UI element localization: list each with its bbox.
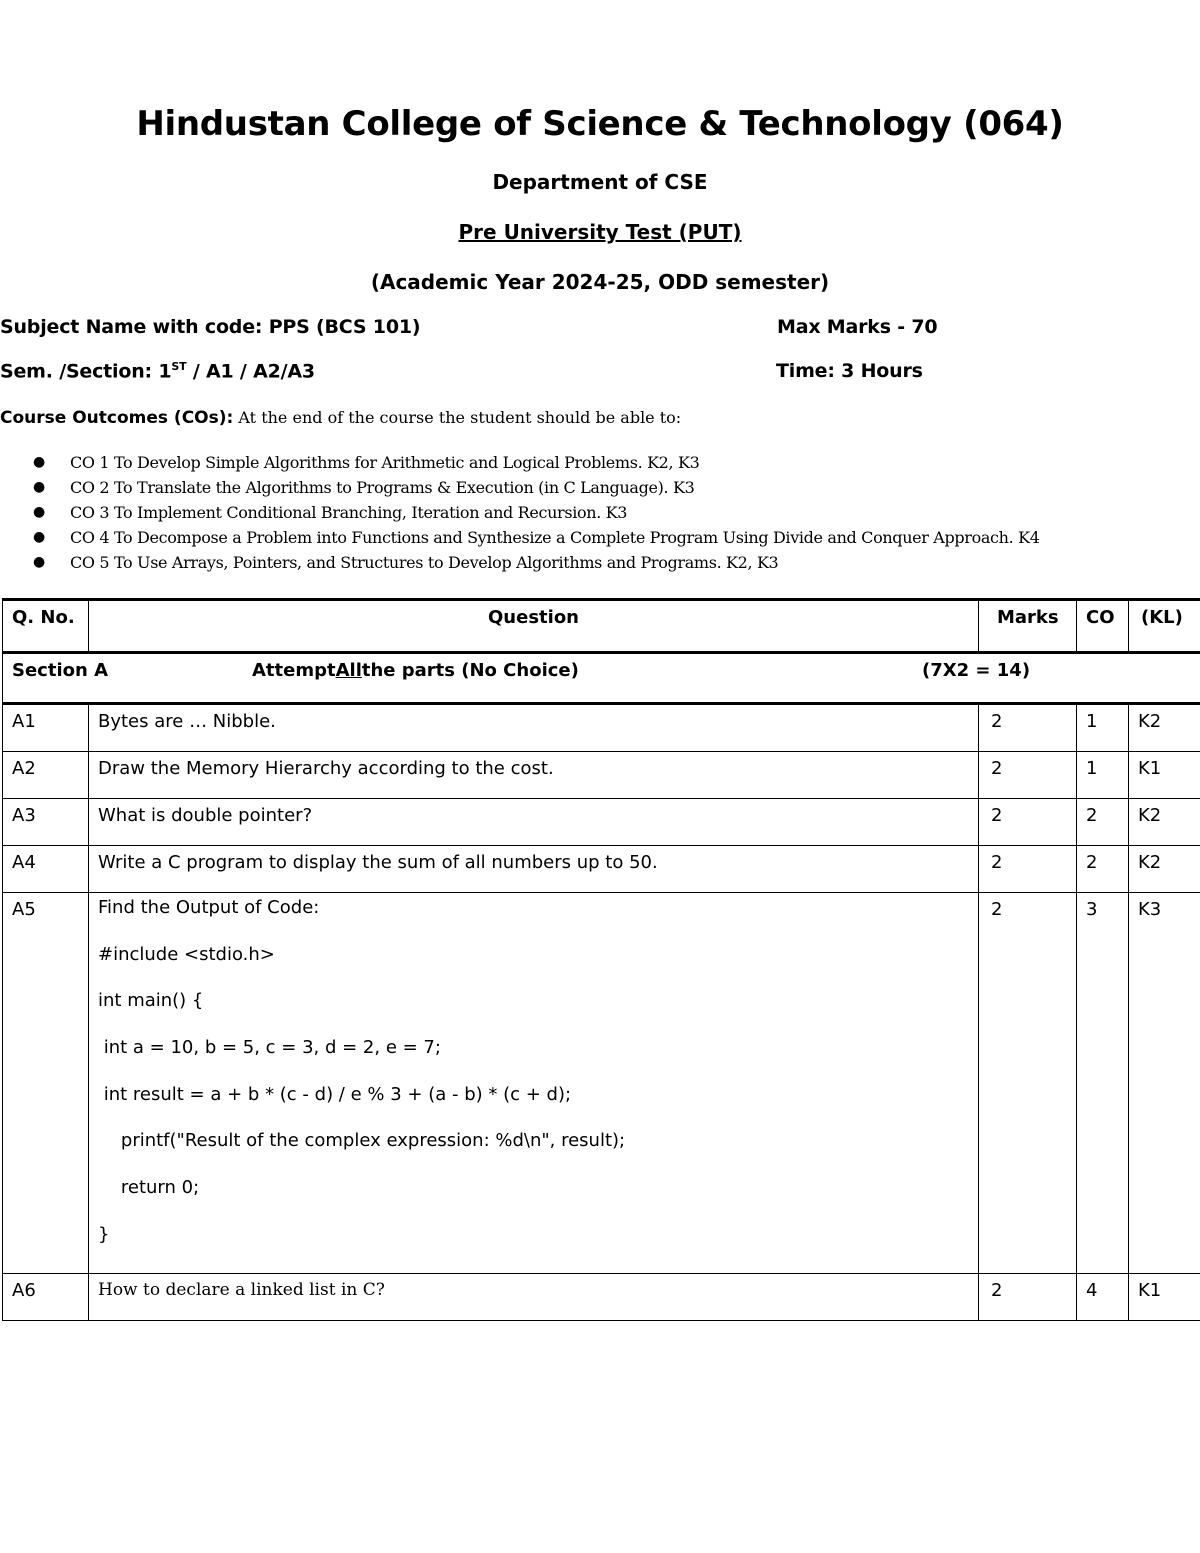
department-title: Department of CSE (492, 170, 708, 194)
max-marks: Max Marks - 70 (777, 316, 938, 338)
cell-co: 4 (1077, 1273, 1129, 1320)
list-item: ● CO 4 To Decompose a Problem into Functions and Synthesize a Complete Program Using Divide and Conquer Approach. K4 (0, 525, 1040, 550)
cell-kl: K2 (1129, 799, 1200, 846)
header-co: CO (1077, 600, 1129, 653)
table-row (3, 846, 1200, 893)
section-a-row (3, 653, 1200, 704)
bullet-icon: ● (33, 454, 45, 470)
cell-question: Write a C program to display the sum of all numbers up to 50. (89, 846, 979, 893)
code-line: int result = a + b * (c - d) / e % 3 + (a - b) * (c + d); (98, 1083, 572, 1105)
code-line: #include <stdio.h> (98, 943, 275, 965)
cell-co: 2 (1077, 846, 1129, 893)
cell-co: 1 (1077, 752, 1129, 799)
section-name: Section A (12, 660, 108, 681)
cell-question: How to declare a linked list in C? (89, 1273, 979, 1320)
table-row (3, 752, 1200, 799)
cell-marks: 2 (979, 1273, 1077, 1320)
bullet-icon: ● (33, 529, 45, 545)
table-row (3, 893, 1200, 1274)
semester-section: Sem. /Section: 1ST / A1 / A2/A3 (0, 360, 315, 383)
code-line: return 0; (98, 1177, 200, 1199)
cell-co: 3 (1077, 893, 1129, 1274)
cell-kl: K1 (1129, 1273, 1200, 1320)
cell-marks: 2 (979, 799, 1077, 846)
table-row (3, 1273, 1200, 1320)
header-kl: (KL) (1129, 600, 1200, 653)
academic-year: (Academic Year 2024-25, ODD semester) (370, 270, 830, 294)
cell-question: Bytes are … Nibble. (89, 704, 979, 752)
table-row (3, 704, 1200, 752)
list-item: ● CO 2 To Translate the Algorithms to Programs & Execution (in C Language). K3 (0, 475, 1040, 500)
header-qno: Q. No. (3, 600, 89, 653)
code-line: int a = 10, b = 5, c = 3, d = 2, e = 7; (98, 1037, 441, 1059)
question-text: Find the Output of Code: (98, 897, 320, 918)
table-row (3, 799, 1200, 846)
cell-question (89, 893, 979, 1274)
cell-qno: A4 (3, 846, 89, 893)
cell-kl: K1 (1129, 752, 1200, 799)
cell-marks: 2 (979, 893, 1077, 1274)
bullet-icon: ● (33, 479, 45, 495)
code-line: printf("Result of the complex expression: %d\n", result); (98, 1130, 626, 1152)
cell-qno: A6 (3, 1273, 89, 1320)
cell-question: Draw the Memory Hierarchy according to the cost. (89, 752, 979, 799)
cell-qno: A5 (3, 893, 89, 1274)
exam-title: Pre University Test (PUT) (458, 220, 742, 244)
cell-kl: K2 (1129, 704, 1200, 752)
header-marks: Marks (979, 600, 1077, 653)
cell-marks: 2 (979, 846, 1077, 893)
list-item: ● CO 5 To Use Arrays, Pointers, and Structures to Develop Algorithms and Programs. K2, K3 (0, 550, 1040, 575)
cell-co: 2 (1077, 799, 1129, 846)
cell-marks: 2 (979, 704, 1077, 752)
header-question: Question (89, 600, 979, 653)
exam-time: Time: 3 Hours (776, 360, 923, 382)
cell-kl: K2 (1129, 846, 1200, 893)
list-item: ● CO 3 To Implement Conditional Branching, Iteration and Recursion. K3 (0, 500, 1040, 525)
cell-qno: A1 (3, 704, 89, 752)
list-item: ● CO 1 To Develop Simple Algorithms for Arithmetic and Logical Problems. K2, K3 (0, 450, 1040, 475)
course-outcomes-list (0, 450, 1040, 575)
cell-marks: 2 (979, 752, 1077, 799)
section-marks: (7X2 = 14) (922, 660, 1031, 681)
cell-question: What is double pointer? (89, 799, 979, 846)
college-title: Hindustan College of Science & Technology (064) (136, 104, 1064, 144)
code-line: } (98, 1223, 110, 1245)
course-outcomes-intro: Course Outcomes (COs): At the end of the course the student should be able to: (0, 408, 682, 428)
table-header-row (3, 600, 1200, 653)
cell-kl: K3 (1129, 893, 1200, 1274)
cell-co: 1 (1077, 704, 1129, 752)
section-instruction: AttemptAllthe parts (No Choice) (252, 660, 579, 681)
code-line: int main() { (98, 990, 204, 1012)
bullet-icon: ● (33, 504, 45, 520)
bullet-icon: ● (33, 554, 45, 570)
cell-qno: A3 (3, 799, 89, 846)
subject-name: Subject Name with code: PPS (BCS 101) (0, 316, 421, 338)
cell-qno: A2 (3, 752, 89, 799)
question-table (2, 598, 1200, 1321)
